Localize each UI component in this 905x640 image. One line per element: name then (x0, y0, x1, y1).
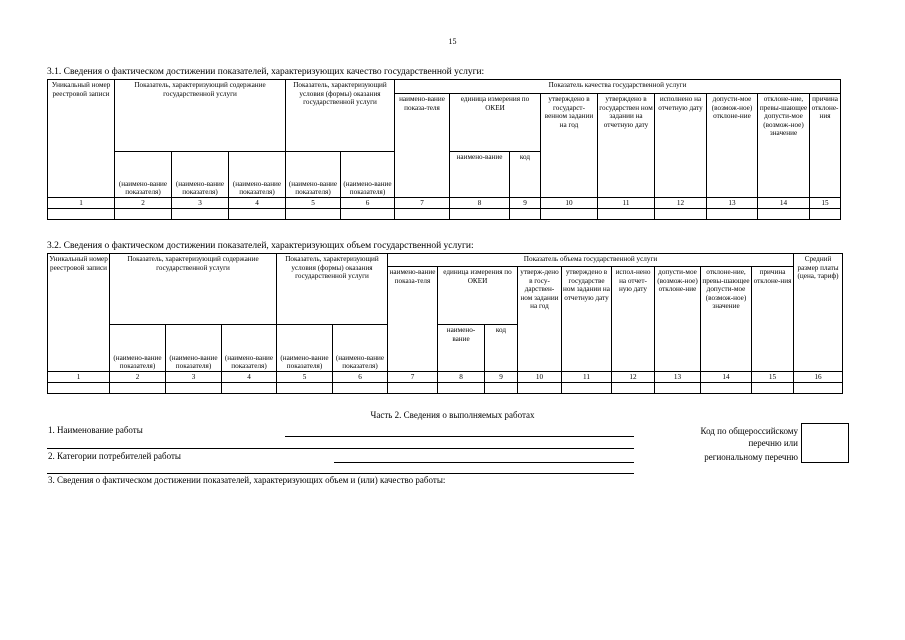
subheader-name-5: (наимено-вание показателя) (277, 325, 333, 372)
data-cell[interactable] (229, 209, 286, 220)
registry-code-box[interactable] (801, 423, 849, 463)
code-label-line-2: перечню или (748, 438, 798, 448)
data-cell[interactable] (450, 209, 510, 220)
col-number: 11 (562, 372, 612, 383)
col-number: 14 (758, 198, 810, 209)
section-3-2-title: 3.2. Сведения о фактическом достижении показателей, характеризующих объем государственной услуги: (47, 241, 474, 251)
work-name-label: 1. Наименование работы (48, 425, 143, 435)
col-number: 2 (110, 372, 166, 383)
data-cell[interactable] (438, 383, 485, 394)
col-number: 10 (541, 198, 598, 209)
data-cell[interactable] (166, 383, 222, 394)
col-number: 9 (485, 372, 518, 383)
col-number: 12 (655, 198, 707, 209)
header-content: Показатель, характеризующий содержание государственной услуги (110, 254, 277, 325)
subheader-name-3: (наимено-вание показателя) (166, 325, 222, 372)
part-2-title: Часть 2. Сведения о выполняемых работах (370, 410, 535, 420)
header-executed: испол-нено на отчет-ную дату (612, 267, 655, 372)
col-number: 8 (450, 198, 510, 209)
code-label-line-1: Код по общероссийскому (700, 426, 798, 436)
header-indicator-name: наимено-вание показа-теля (388, 267, 438, 372)
header-unit-code: код (510, 152, 541, 198)
data-cell[interactable] (277, 383, 333, 394)
data-cell[interactable] (395, 209, 450, 220)
data-cell[interactable] (612, 383, 655, 394)
col-number: 9 (510, 198, 541, 209)
subheader-name-4: (наимено-вание показателя) (222, 325, 277, 372)
data-cell[interactable] (752, 383, 794, 394)
subheader-name-2: (наимено-вание показателя) (110, 325, 166, 372)
data-cell[interactable] (707, 209, 758, 220)
header-executed: исполнено на отчетную дату (655, 94, 707, 198)
work-name-input-line-2[interactable] (47, 448, 634, 449)
data-cell[interactable] (510, 209, 541, 220)
header-approved-date: утверждено в государстве ном задании на отчетную дату (562, 267, 612, 372)
header-unit-code: код (485, 325, 518, 372)
col-number: 4 (229, 198, 286, 209)
section-3-title: 3. Сведения о фактическом достижении показателей, характеризующих объем и (или) качество работы: (48, 475, 446, 485)
col-number: 14 (701, 372, 752, 383)
header-registry: Уникальный номер реестровой записи (48, 80, 115, 198)
col-number: 6 (333, 372, 388, 383)
consumers-input-line[interactable] (334, 462, 634, 463)
col-number: 1 (48, 372, 110, 383)
header-exceeding-deviation: отклоне-ние, превы-шающее допусти-мое (возмож-ное) значение (701, 267, 752, 372)
section-3-1-title: 3.1. Сведения о фактическом достижении показателей, характеризующих качество государственной услуги: (47, 67, 485, 77)
data-cell[interactable] (115, 209, 172, 220)
col-number: 3 (166, 372, 222, 383)
data-cell[interactable] (598, 209, 655, 220)
header-unit: единица измерения по ОКЕИ (450, 94, 541, 152)
data-cell[interactable] (562, 383, 612, 394)
data-cell[interactable] (794, 383, 843, 394)
consumers-input-line-2[interactable] (47, 473, 634, 474)
col-number: 1 (48, 198, 115, 209)
header-unit-name: наимено-вание (450, 152, 510, 198)
consumers-label: 2. Категории потребителей работы (48, 451, 181, 461)
subheader-name-6: (наимено-вание показателя) (333, 325, 388, 372)
col-number: 5 (286, 198, 341, 209)
code-label-line-3: региональному перечню (704, 452, 798, 462)
col-number: 7 (395, 198, 450, 209)
header-unit-name: наимено-вание (438, 325, 485, 372)
data-cell[interactable] (48, 383, 110, 394)
col-number: 2 (115, 198, 172, 209)
data-cell[interactable] (701, 383, 752, 394)
data-cell[interactable] (758, 209, 810, 220)
header-volume-group: Показатель объема государственной услуги (388, 254, 794, 267)
col-number: 15 (752, 372, 794, 383)
col-number: 13 (707, 198, 758, 209)
page-number: 15 (448, 37, 457, 46)
header-quality-group: Показатель качества государственной услуги (395, 80, 841, 94)
data-cell[interactable] (110, 383, 166, 394)
subheader-name-4: (наимено-вание показателя) (229, 152, 286, 198)
data-cell[interactable] (541, 209, 598, 220)
code-label (640, 425, 798, 463)
data-cell[interactable] (286, 209, 341, 220)
col-number: 6 (341, 198, 395, 209)
subheader-name-6: (наимено-вание показателя) (341, 152, 395, 198)
data-cell[interactable] (388, 383, 438, 394)
col-number: 15 (810, 198, 841, 209)
header-content: Показатель, характеризующий содержание государственной услуги (115, 80, 286, 152)
col-number: 16 (794, 372, 843, 383)
header-unit: единица измерения по ОКЕИ (438, 267, 518, 325)
header-reason: причина отклоне-ния (752, 267, 794, 372)
col-number: 8 (438, 372, 485, 383)
data-cell[interactable] (333, 383, 388, 394)
header-reason: причина отклоне-ния (810, 94, 841, 198)
data-cell[interactable] (172, 209, 229, 220)
header-conditions: Показатель, характеризующий условия (формы) оказания государственной услуги (277, 254, 388, 325)
subheader-name-3: (наимено-вание показателя) (172, 152, 229, 198)
subheader-name-5: (наимено-вание показателя) (286, 152, 341, 198)
header-approved-date: утверждено в государствен ном задании на отчетную дату (598, 94, 655, 198)
header-approved-year: утверждено в государст-венном задании на год (541, 94, 598, 198)
col-number: 5 (277, 372, 333, 383)
data-cell[interactable] (655, 383, 701, 394)
header-allowed-deviation: допусти-мое (возмож-ное) отклоне-ние (655, 267, 701, 372)
header-allowed-deviation: допусти-мое (возмож-ное) отклоне-ние (707, 94, 758, 198)
data-cell[interactable] (810, 209, 841, 220)
data-cell[interactable] (485, 383, 518, 394)
quality-indicators-table (47, 79, 841, 220)
col-number: 12 (612, 372, 655, 383)
col-number: 7 (388, 372, 438, 383)
subheader-name-2: (наимено-вание показателя) (115, 152, 172, 198)
col-number: 10 (518, 372, 562, 383)
header-approved-year: утверж-дено в госу-дарствен-ном задании на год (518, 267, 562, 372)
header-exceeding-deviation: отклоне-ние, превы-шающее допусти-мое (возмож-ное) значение (758, 94, 810, 198)
col-number: 3 (172, 198, 229, 209)
data-cell[interactable] (222, 383, 277, 394)
header-conditions: Показатель, характеризующий условия (формы) оказания государственной услуги (286, 80, 395, 152)
data-cell[interactable] (655, 209, 707, 220)
col-number: 11 (598, 198, 655, 209)
data-cell[interactable] (341, 209, 395, 220)
data-cell[interactable] (48, 209, 115, 220)
volume-indicators-table (47, 253, 843, 394)
header-registry: Уникальный номер реестровой записи (48, 254, 110, 372)
header-indicator-name: наимено-вание показа-теля (395, 94, 450, 198)
work-name-input-line[interactable] (285, 436, 634, 437)
header-average-fee: Средний размер платы (цена, тариф) (794, 254, 843, 372)
data-cell[interactable] (518, 383, 562, 394)
col-number: 4 (222, 372, 277, 383)
col-number: 13 (655, 372, 701, 383)
